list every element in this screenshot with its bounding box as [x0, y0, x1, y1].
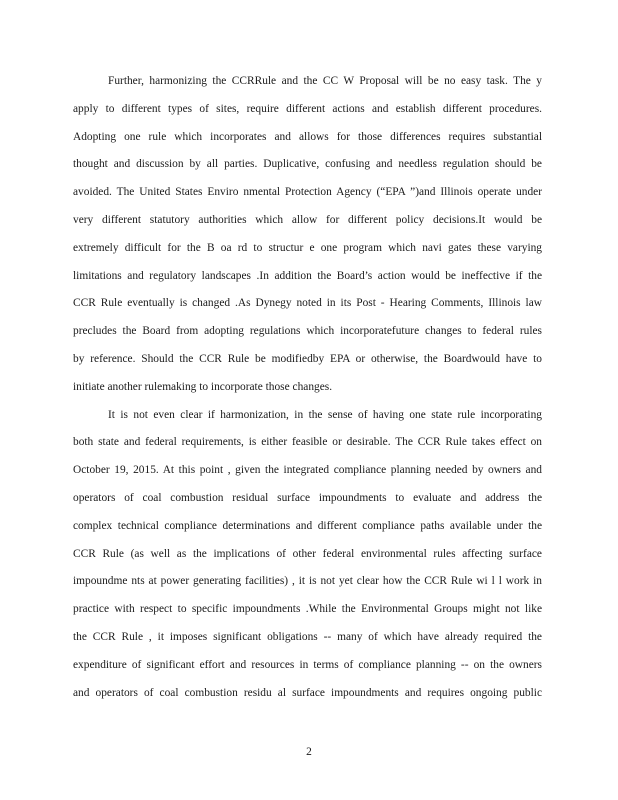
page-number: 2 — [306, 746, 312, 758]
text-line: Adopting one rule which incorporates and allows for those differences requires substantial — [73, 130, 542, 143]
text-line: Further, harmonizing the CCRRule and the CC W Proposal will be no easy task. The y — [108, 75, 542, 87]
text-line: It is not even clear if harmonization, in the sense of having one state rule incorporating — [108, 408, 542, 421]
paragraph-1 — [73, 68, 542, 402]
text-line: and operators of coal combustion residu al surface impoundments and requires ongoing public — [73, 686, 542, 699]
text-line: avoided. The United States Enviro nmental Protection Agency (“EPA ”)and Illinois operate under — [73, 186, 542, 199]
text-line: impoundme nts at power generating facilities) , it is not yet clear how the CCR Rule wi l l work in — [73, 575, 542, 588]
text-line: the CCR Rule , it imposes significant obligations -- many of which have already required the — [73, 630, 542, 643]
text-line: both state and federal requirements, is either feasible or desirable. The CCR Rule takes effect on — [73, 436, 542, 449]
text-line: complex technical compliance determinations and different compliance paths available under the — [73, 519, 542, 532]
text-line: thought and discussion by all parties. Duplicative, confusing and needless regulation should be — [73, 158, 542, 171]
text-line: initiate another rulemaking to incorporate those changes. — [73, 380, 333, 393]
text-line: October 19, 2015. At this point , given the integrated compliance planning needed by owners and — [73, 464, 542, 477]
text-line: apply to different types of sites, require different actions and establish different procedures. — [73, 102, 542, 115]
text-line: by reference. Should the CCR Rule be modifiedby EPA or otherwise, the Boardwould have to — [73, 352, 542, 365]
text-line: practice with respect to specific impoundments .While the Environmental Groups might not like — [73, 603, 542, 616]
text-line: precludes the Board from adopting regulations which incorporatefuture changes to federal rules — [73, 325, 542, 338]
text-line: CCR Rule eventually is changed .As Dynegy noted in its Post - Hearing Comments, Illinois law — [73, 297, 542, 310]
text-line: CCR Rule (as well as the implications of other federal environmental rules affecting surface — [73, 547, 542, 560]
text-line: expenditure of significant effort and resources in terms of compliance planning -- on the owners — [73, 658, 542, 671]
body-text — [73, 68, 542, 707]
text-line: operators of coal combustion residual surface impoundments to evaluate and address the — [73, 491, 542, 504]
text-line: very different statutory authorities which allow for different policy decisions.It would be — [73, 213, 542, 226]
text-line: extremely difficult for the B oa rd to structur e one program which navi gates these varying — [73, 241, 542, 254]
text-line: limitations and regulatory landscapes .In addition the Board’s action would be ineffective if the — [73, 269, 542, 282]
paragraph-2 — [73, 402, 542, 708]
